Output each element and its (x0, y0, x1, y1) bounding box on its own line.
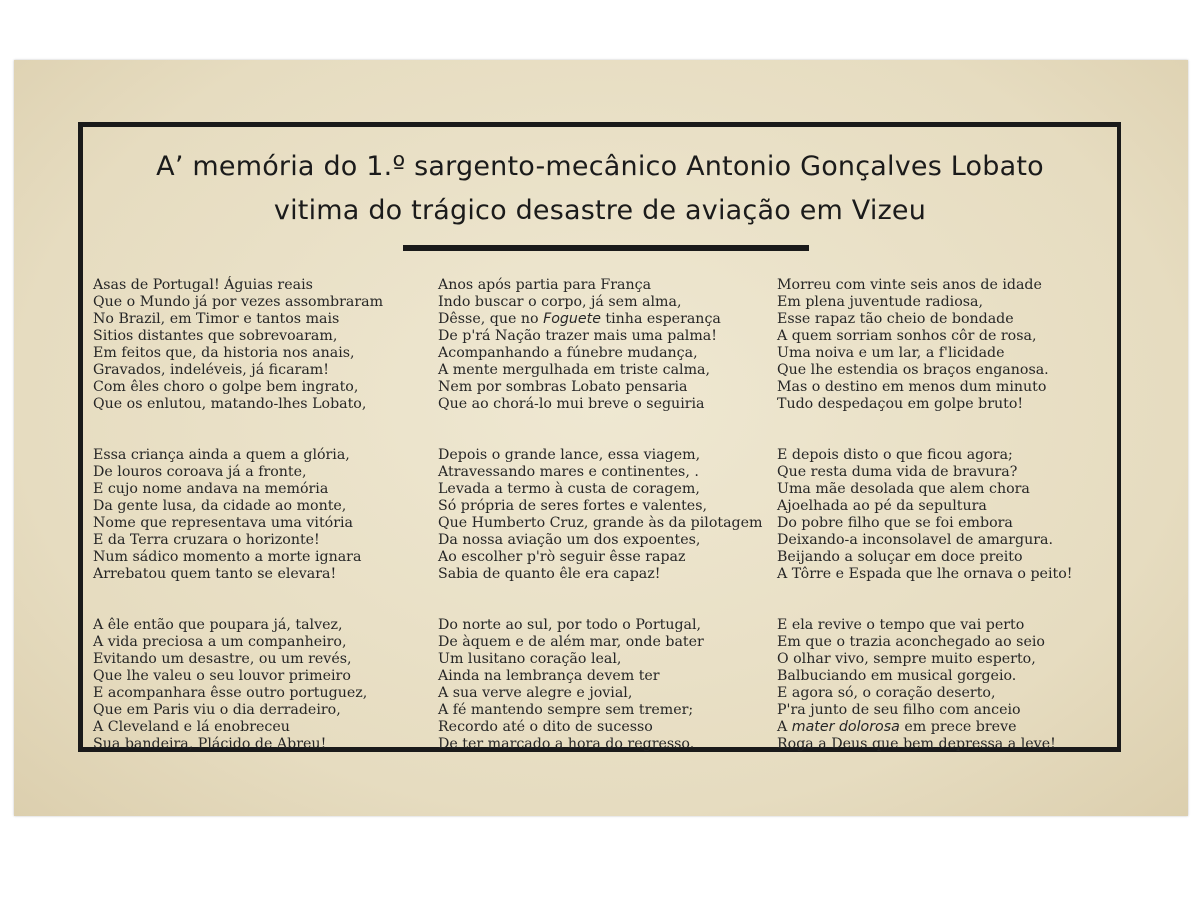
poem-line: Sabia de quanto êle era capaz! (438, 566, 661, 582)
poem-line: De louros coroava já a fronte, (93, 464, 307, 480)
poem-line: Que Humberto Cruz, grande às da pilotagem (438, 515, 763, 531)
poem-line: Asas de Portugal! Águias reais (93, 277, 313, 293)
poem-line: E da Terra cruzara o horizonte! (93, 532, 320, 548)
poem-line: Tudo despedaçou em golpe bruto! (777, 396, 1024, 412)
poem-line: Um lusitano coração leal, (438, 651, 622, 667)
poem-stanza (777, 617, 1072, 753)
poem-line: E depois disto o que ficou agora; (777, 447, 1013, 463)
poem-line: Que resta duma vida de bravura? (777, 464, 1018, 480)
poem-line: Dêsse, que no Foguete tinha esperança (438, 311, 721, 327)
poem-line: Uma mãe desolada que alem chora (777, 481, 1030, 497)
poem-line: Deixando-a inconsolavel de amargura. (777, 532, 1053, 548)
poem-line: Nem por sombras Lobato pensaria (438, 379, 688, 395)
poem-line: De ter marcado a hora do regresso. (438, 736, 695, 752)
poem-line: Depois o grande lance, essa viagem, (438, 447, 701, 463)
poem-stanza (93, 447, 383, 583)
poem-line: A Tôrre e Espada que lhe ornava o peito! (777, 566, 1073, 582)
poem-line: Em que o trazia aconchegado ao seio (777, 634, 1045, 650)
poem-line: Roga a Deus que bem depressa a leve! (777, 736, 1056, 752)
poem-line: Anos após partia para França (438, 277, 652, 293)
poem-line: Que ao chorá-lo mui breve o seguiria (438, 396, 705, 412)
poem-line: De àquem e de além mar, onde bater (438, 634, 704, 650)
poem-line: Do pobre filho que se foi embora (777, 515, 1013, 531)
poem-line: Atravessando mares e continentes, . (438, 464, 699, 480)
poem-stanza (438, 617, 762, 753)
border-frame (78, 122, 1121, 752)
poem-line: Nome que representava uma vitória (93, 515, 353, 531)
poem-line: Que lhe valeu o seu louvor primeiro (93, 668, 351, 684)
poem-line: A quem sorriam sonhos côr de rosa, (777, 328, 1037, 344)
poem-line: Em feitos que, da historia nos anais, (93, 345, 355, 361)
poem-line: Gravados, indeléveis, já ficaram! (93, 362, 329, 378)
poem-line: Ao escolher p'rò seguir êsse rapaz (438, 549, 686, 565)
title-line-2: vitima do trágico desastre de aviação em Vizeu (273, 195, 927, 226)
poem-line: Acompanhando a fúnebre mudança, (438, 345, 698, 361)
poem-line: Essa criança ainda a quem a glória, (93, 447, 350, 463)
poem-stanza (93, 617, 383, 753)
memorial-card (14, 60, 1188, 816)
poem-line: Beijando a soluçar em doce preito (777, 549, 1023, 565)
title-divider (403, 245, 809, 251)
poem-line: Sua bandeira, Plácido de Abreu! (93, 736, 327, 752)
poem-line: Num sádico momento a morte ignara (93, 549, 362, 565)
poem-line: Que o Mundo já por vezes assombraram (93, 294, 384, 310)
title-line-1: A’ memória do 1.º sargento-mecânico Antonio Gonçalves Lobato (156, 151, 1044, 182)
poem-stanza (93, 277, 383, 413)
memorial-title (83, 145, 1117, 233)
poem-line: Uma noiva e um lar, a f'licidade (777, 345, 1005, 361)
poem-line: A mater dolorosa em prece breve (777, 719, 1017, 735)
poem-line: A Cleveland e lá enobreceu (93, 719, 290, 735)
poem-line: A fé mantendo sempre sem tremer; (438, 702, 694, 718)
poem-line: A êle então que poupara já, talvez, (93, 617, 343, 633)
poem-line: Que em Paris viu o dia derradeiro, (93, 702, 341, 718)
poem-column-2 (438, 277, 762, 787)
poem-stanza (438, 277, 762, 413)
poem-line: O olhar vivo, sempre muito esperto, (777, 651, 1036, 667)
poem-line: Mas o destino em menos dum minuto (777, 379, 1047, 395)
poem-line: Que lhe estendia os braços enganosa. (777, 362, 1049, 378)
poem-line: Ajoelhada ao pé da sepultura (777, 498, 987, 514)
poem-line: A vida preciosa a um companheiro, (93, 634, 347, 650)
poem-line: E agora só, o coração deserto, (777, 685, 996, 701)
poem-stanza (777, 447, 1072, 583)
poem-line: Esse rapaz tão cheio de bondade (777, 311, 1014, 327)
poem-line: E acompanhara êsse outro portuguez, (93, 685, 368, 701)
poem-line: Evitando um desastre, ou um revés, (93, 651, 352, 667)
poem-column-1 (93, 277, 383, 787)
poem-stanza (438, 447, 762, 583)
poem-line: Levada a termo à custa de coragem, (438, 481, 700, 497)
poem-line: Indo buscar o corpo, já sem alma, (438, 294, 682, 310)
poem-line: Em plena juventude radiosa, (777, 294, 984, 310)
poem-line: Balbuciando em musical gorgeio. (777, 668, 1017, 684)
poem-column-3 (777, 277, 1072, 787)
poem-line: E ela revive o tempo que vai perto (777, 617, 1025, 633)
poem-line: E cujo nome andava na memória (93, 481, 329, 497)
poem-line: Morreu com vinte seis anos de idade (777, 277, 1042, 293)
poem-line: A sua verve alegre e jovial, (438, 685, 633, 701)
poem-line: No Brazil, em Timor e tantos mais (93, 311, 340, 327)
poem-line: Da nossa aviação um dos expoentes, (438, 532, 701, 548)
poem-line: Recordo até o dito de sucesso (438, 719, 653, 735)
poem-line: Só própria de seres fortes e valentes, (438, 498, 707, 514)
poem-line: Que os enlutou, matando-lhes Lobato, (93, 396, 367, 412)
poem-line: Da gente lusa, da cidade ao monte, (93, 498, 347, 514)
poem-line: P'ra junto de seu filho com anceio (777, 702, 1021, 718)
poem-line: A mente mergulhada em triste calma, (438, 362, 711, 378)
poem-line: Ainda na lembrança devem ter (438, 668, 660, 684)
poem-line: De p'rá Nação trazer mais uma palma! (438, 328, 717, 344)
poem-line: Sitios distantes que sobrevoaram, (93, 328, 338, 344)
poem-line: Do norte ao sul, por todo o Portugal, (438, 617, 702, 633)
poem-stanza (777, 277, 1072, 413)
poem-line: Arrebatou quem tanto se elevara! (93, 566, 337, 582)
poem-line: Com êles choro o golpe bem ingrato, (93, 379, 359, 395)
